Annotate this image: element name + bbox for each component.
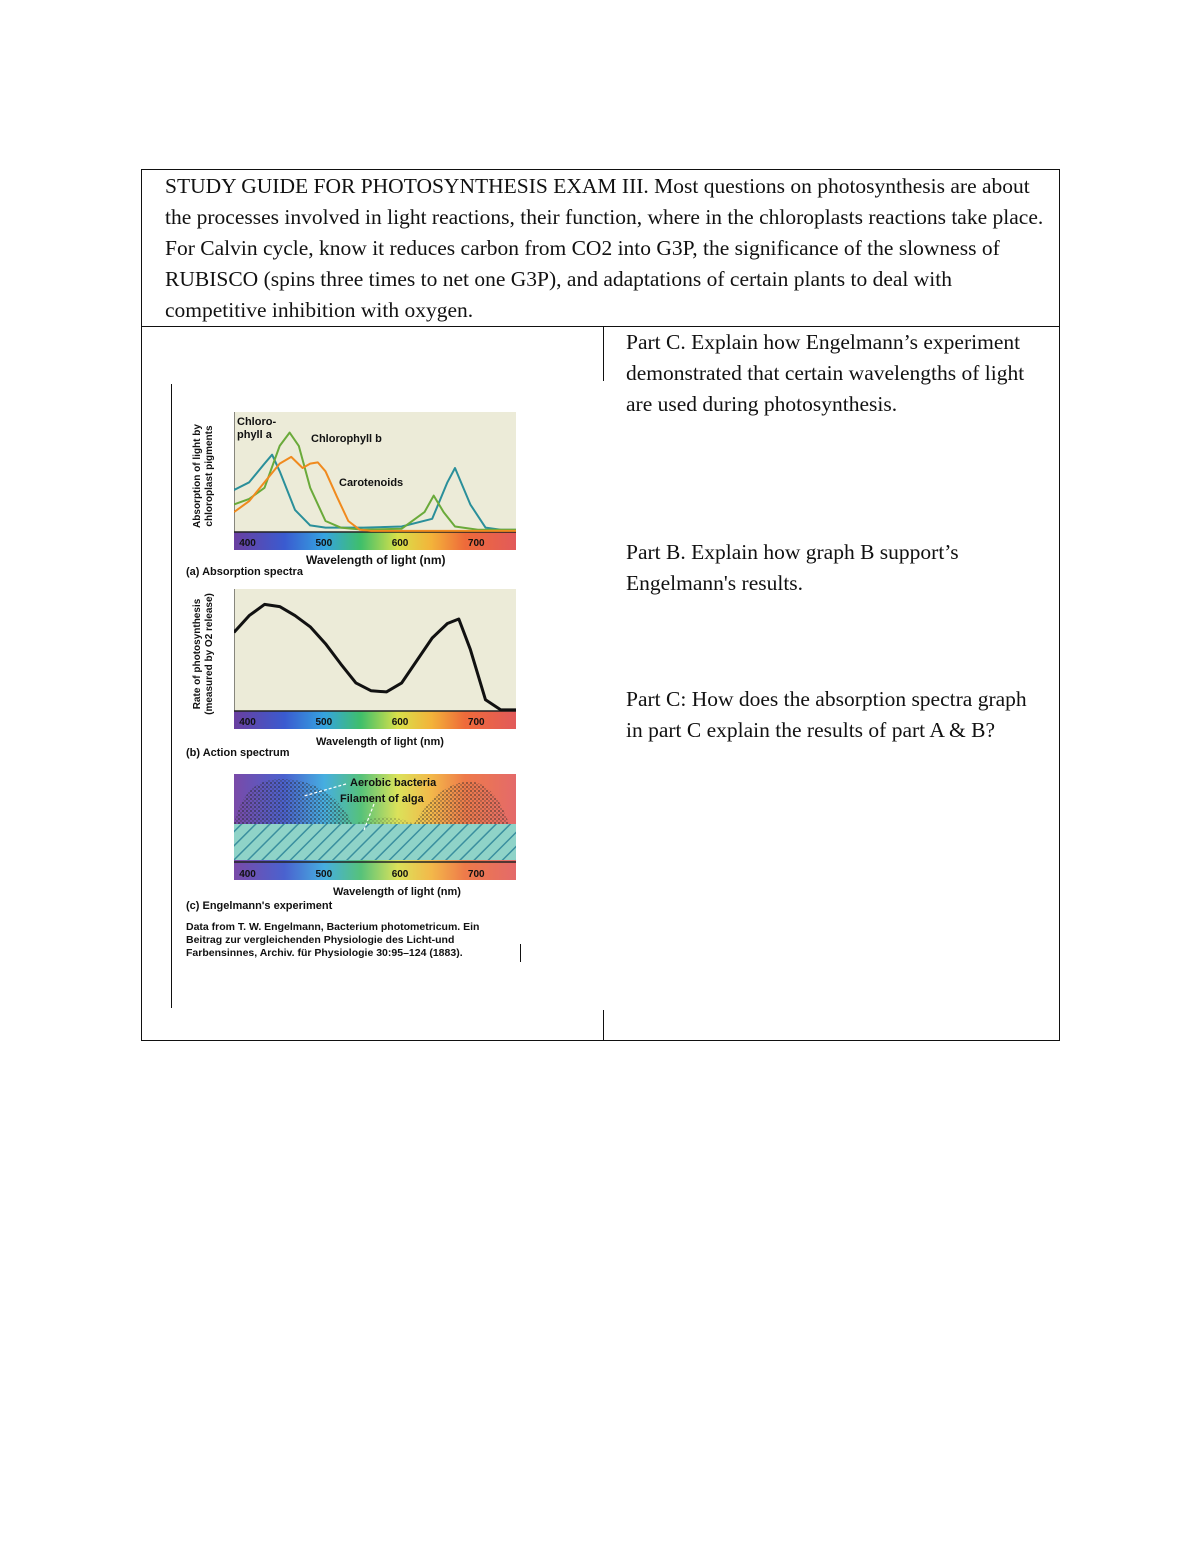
panel-c-xlabel: Wavelength of light (nm) <box>333 886 461 898</box>
figure-cursor-mark <box>520 944 521 962</box>
table-border-top <box>141 169 1060 170</box>
panel-a-xlabel: Wavelength of light (nm) <box>306 553 446 567</box>
panel-c-alga-filament <box>234 824 516 860</box>
figure-left-border <box>171 384 172 1008</box>
panel-c-tick-500: 500 <box>315 869 333 880</box>
study-guide-header: STUDY GUIDE FOR PHOTOSYNTHESIS EXAM III. Most questions on photosynthesis are about the processes involved in light reactions, their function, where in the chloroplasts reactions take place. For Calvin cycle, know it reduces carbon from CO2 into G3P, the significance of the slowness of RUBISCO (spins three times to net one G3P), and adaptations of certain plants to deal with competitive inhibition with oxygen. <box>165 174 1044 322</box>
panel-b-tick-600: 600 <box>391 717 409 728</box>
panel-b-tick-500: 500 <box>315 717 333 728</box>
panel-b-caption: (b) Action spectrum <box>186 747 290 759</box>
panel-b-tick-400: 400 <box>239 717 256 728</box>
table-border-right <box>1059 169 1060 1041</box>
panel-a-tick-600: 600 <box>391 538 409 549</box>
panel-b-chart <box>234 589 518 731</box>
panel-a-label-carotenoids: Carotenoids <box>339 477 404 489</box>
panel-a-ylabel: Absorption of light by chloroplast pigments <box>192 424 215 528</box>
figure-citation: Data from T. W. Engelmann, Bacterium photometricum. Ein Beitrag zur vergleichenden Physiologie des Licht-und Farbensinnes, Archiv. für Physiologie 30:95–124 (1883). <box>186 921 480 959</box>
panel-a-label-chl-a <box>237 416 276 442</box>
table-col-divider-top <box>603 327 604 381</box>
table-border-left <box>141 169 142 1041</box>
panel-c-tick-700: 700 <box>467 869 485 880</box>
panel-a-label-chl-b: Chlorophyll b <box>311 433 382 445</box>
panel-b-xlabel: Wavelength of light (nm) <box>316 736 444 748</box>
question-part-c-absorption: Part C: How does the absorption spectra graph in part C explain the results of part A & B? <box>626 687 1027 742</box>
panel-b-ylabel: Rate of photosynthesis (measured by O2 release) <box>192 593 215 715</box>
panel-c-chart <box>234 774 518 882</box>
question-part-c-engelmann: Part C. Explain how Engelmann’s experiment demonstrated that certain wavelengths of light are used during photosynthesis. <box>626 330 1025 416</box>
panel-c-tick-400: 400 <box>239 869 256 880</box>
panel-b-tick-700: 700 <box>467 717 485 728</box>
panel-a-label-chl-a-text: Chloro- phyll a <box>237 416 277 441</box>
panel-a-tick-500: 500 <box>315 538 333 549</box>
question-part-b-graph: Part B. Explain how graph B support’s Engelmann's results. <box>626 540 959 595</box>
table-col-divider-bottom <box>603 1010 604 1040</box>
panel-c-label-filament: Filament of alga <box>340 793 424 805</box>
panel-c-tick-600: 600 <box>391 869 409 880</box>
panel-c-label-bacteria: Aerobic bacteria <box>350 777 437 789</box>
panel-a-tick-400: 400 <box>239 538 256 549</box>
panel-a-caption: (a) Absorption spectra <box>186 566 303 578</box>
panel-a-tick-700: 700 <box>467 538 485 549</box>
panel-c-caption: (c) Engelmann's experiment <box>186 900 333 912</box>
panel-a-plot-bg <box>234 412 516 532</box>
table-border-bottom <box>141 1040 1060 1041</box>
